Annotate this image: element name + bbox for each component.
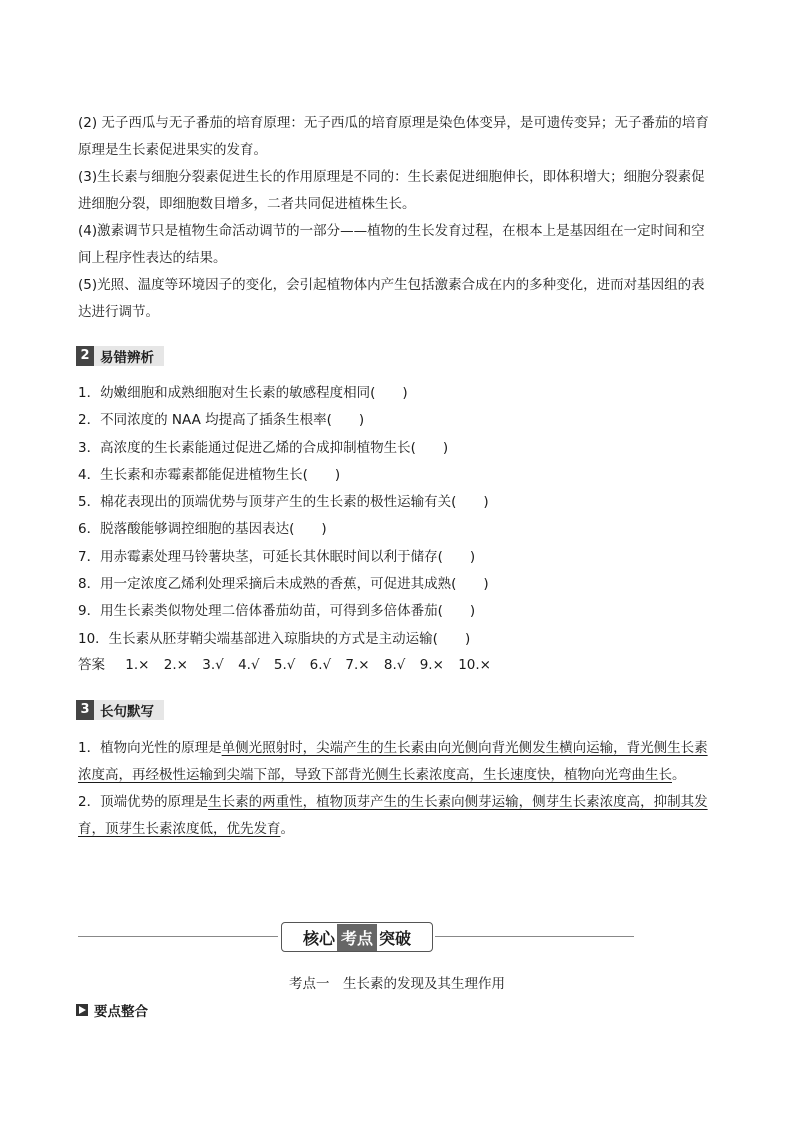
paragraph-text: 生长素与细胞分裂素促进生长的作用原理是不同的：生长素促进细胞伸长，即体积增大；细胞分裂素促进细胞分裂，即细胞数目增多，二者共同促进植株生长。 [78, 169, 705, 212]
banner-middle-text: 考点 [337, 924, 377, 951]
answer-label: 答案 [78, 657, 105, 673]
key-points-label: 要点整合 [94, 1004, 148, 1020]
answer-value: 1.× [125, 657, 150, 673]
quiz-list [78, 380, 718, 653]
banner-rule-left [78, 936, 278, 937]
paragraph-text: 光照、温度等环境因子的变化，会引起植物体内产生包括激素合成在内的多种变化，进而对基因组的表达进行调节。 [78, 277, 705, 320]
section-number: 2 [76, 346, 94, 366]
paragraph-text: 激素调节只是植物生命活动调节的一部分——植物的生长发育过程，在根本上是基因组在一定时间和空间上程序性表达的结果。 [78, 223, 705, 266]
section-header-long-sentence [76, 700, 164, 720]
banner-box [281, 922, 433, 952]
answer-value: 6.√ [309, 657, 332, 673]
answer-value: 4.√ [238, 657, 260, 673]
quiz-item: 8．用一定浓度乙烯利处理采摘后未成熟的香蕉，可促进其成熟( ) [78, 576, 489, 593]
sentence-suffix: 。 [672, 767, 686, 783]
paragraph-text: 无子西瓜与无子番茄的培育原理：无子西瓜的培育原理是染色体变异，是可遗传变异；无子番茄的培育原理是生长素促进果实的发育。 [78, 115, 709, 158]
sentence-suffix: 。 [280, 821, 294, 837]
long-sentence-1 [78, 735, 718, 789]
answer-value: 7.× [345, 657, 370, 673]
section-title: 易错辨析 [100, 350, 154, 366]
play-triangle-icon [76, 1004, 88, 1016]
paragraph-label: (2) [78, 115, 98, 131]
key-points-header [76, 1000, 148, 1020]
banner-rule-right [435, 936, 634, 937]
section-title: 长句默写 [100, 704, 154, 720]
underlined-answer: 生长素的两重性，植物顶芽产生的生长素向侧芽运输，侧芽生长素浓度高，抑制其发育，顶芽生长素浓度低，优先发育 [78, 794, 708, 837]
answer-value: 10.× [458, 657, 491, 673]
paragraph-2 [78, 110, 718, 164]
quiz-item: 7．用赤霉素处理马铃薯块茎，可延长其休眠时间以利于储存( ) [78, 548, 476, 565]
quiz-item: 1．幼嫩细胞和成熟细胞对生长素的敏感程度相同( ) [78, 385, 408, 401]
core-topic-banner [78, 922, 634, 952]
answer-value: 5.√ [273, 657, 296, 673]
topic-title: 考点一 生长素的发现及其生理作用 [289, 976, 505, 992]
paragraph-5 [78, 272, 718, 326]
quiz-item: 4．生长素和赤霉素都能促进植物生长( ) [78, 466, 341, 483]
underlined-answer: 单侧光照射时，尖端产生的生长素由向光侧向背光侧发生横向运输，背光侧生长素浓度高，再经极性运输到尖端下部，导致下部背光侧生长素浓度高，生长速度快，植物向光弯曲生长 [78, 740, 708, 783]
paragraph-label: (3) [78, 169, 98, 185]
paragraph-4 [78, 218, 718, 272]
banner-right-text: 突破 [379, 928, 412, 948]
quiz-item: 9．用生长素类似物处理二倍体番茄幼苗，可得到多倍体番茄( ) [78, 603, 476, 620]
answer-line [78, 652, 501, 679]
quiz-item: 2．不同浓度的 NAA 均提高了插条生根率( ) [78, 412, 365, 429]
section-number: 3 [76, 700, 94, 720]
long-sentence-2 [78, 789, 718, 843]
sentence-prefix: 2．顶端优势的原理是 [78, 794, 209, 810]
answer-value: 9.× [419, 657, 444, 673]
section-header-error-analysis [76, 346, 164, 366]
answer-value: 2.× [163, 657, 188, 673]
quiz-item: 3．高浓度的生长素能通过促进乙烯的合成抑制植物生长( ) [78, 439, 449, 456]
banner-left-text: 核心 [302, 928, 335, 948]
paragraph-3 [78, 164, 718, 218]
paragraph-label: (4) [78, 223, 98, 239]
answer-value: 3.√ [202, 657, 224, 673]
sentence-prefix: 1．植物向光性的原理是 [78, 740, 222, 756]
answer-value: 8.√ [383, 657, 406, 673]
paragraph-label: (5) [78, 277, 98, 293]
quiz-item: 10．生长素从胚芽鞘尖端基部进入琼脂块的方式是主动运输( ) [78, 630, 471, 647]
quiz-item: 6．脱落酸能够调控细胞的基因表达( ) [78, 521, 327, 538]
quiz-item: 5．棉花表现出的顶端优势与顶芽产生的生长素的极性运输有关( ) [78, 494, 489, 511]
